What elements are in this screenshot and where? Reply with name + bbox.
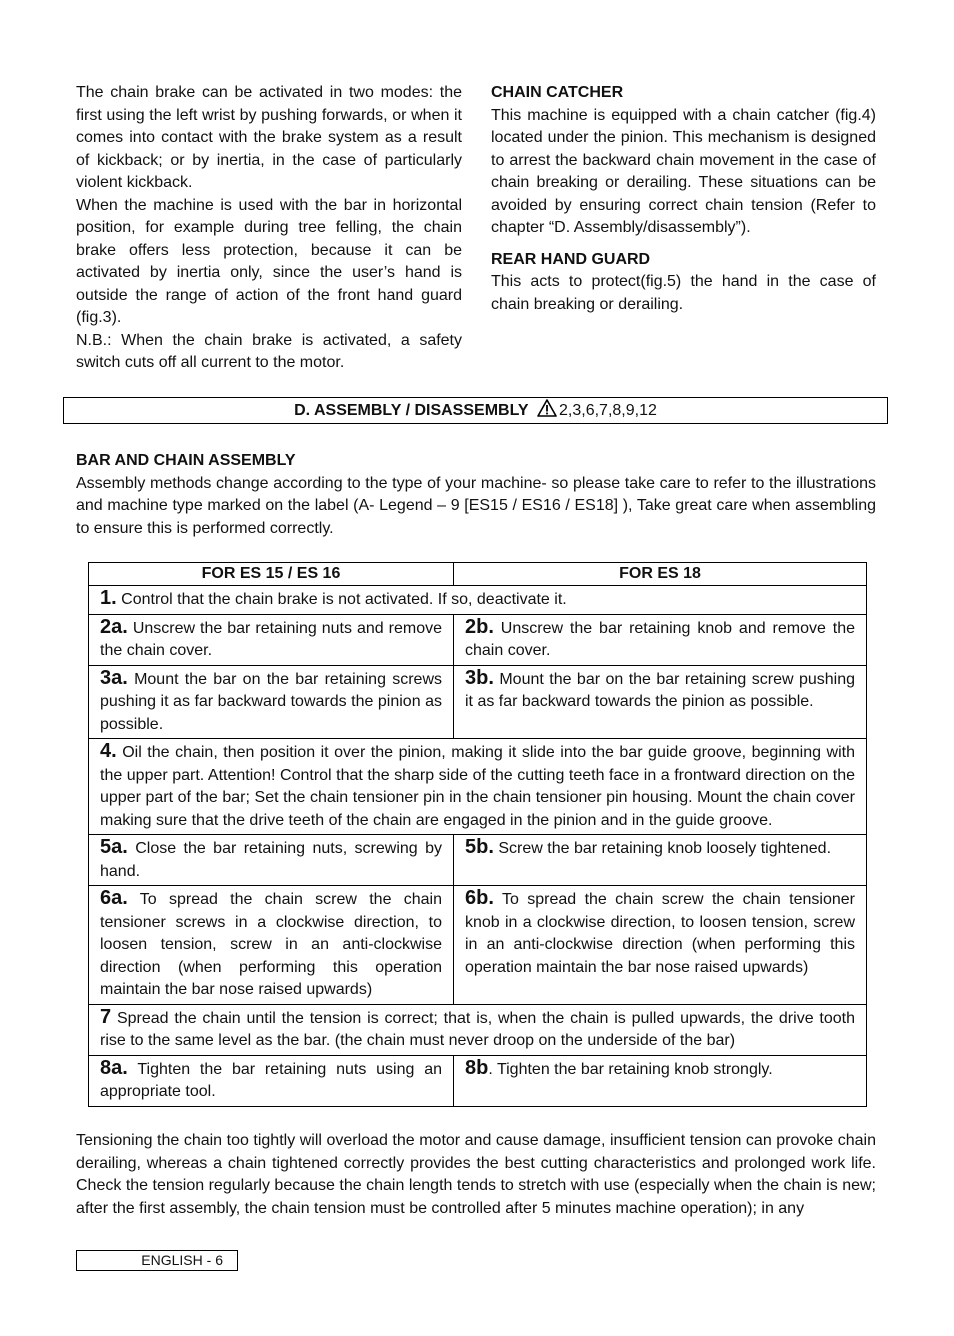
step-8b	[454, 1055, 867, 1106]
rear-hand-guard-text: This acts to protect(fig.5) the hand in the case of chain breaking or derailing.	[491, 273, 876, 313]
step-3b	[454, 665, 867, 739]
page-footer: ENGLISH - 6	[76, 1250, 238, 1271]
step-6b	[454, 886, 867, 1005]
step-number: 4.	[100, 740, 117, 762]
table-header-row	[89, 563, 867, 586]
table-row	[89, 886, 867, 1005]
col-header-es15-es16: FOR ES 15 / ES 16	[89, 563, 454, 586]
step-4	[89, 739, 867, 835]
table-row	[89, 1055, 867, 1106]
step-1	[89, 586, 867, 615]
section-header	[63, 397, 888, 424]
step-text: . Tighten the bar retaining knob strongly.	[488, 1060, 773, 1078]
rear-hand-guard-heading: REAR HAND GUARD	[491, 250, 651, 268]
step-number: 7	[100, 1005, 112, 1028]
step-number: 6b.	[465, 887, 494, 909]
step-number: 6a.	[100, 887, 128, 909]
step-number: 5b.	[465, 836, 494, 858]
step-2a	[89, 614, 454, 665]
table-row	[89, 739, 867, 835]
step-number: 3a.	[100, 666, 128, 689]
bar-chain-intro: Assembly methods change according to the type of your machine- so please take care to refer to the illustrations and machine type marked on the label (A- Legend – 9 [ES15 / ES16 / ES18] ), Take great care when assembling to ensure this is performed correctly.	[76, 474, 876, 537]
chain-catcher-heading: CHAIN CATCHER	[491, 84, 624, 101]
step-5a	[89, 835, 454, 886]
step-text: Unscrew the bar retaining nuts and remove the chain cover.	[100, 619, 443, 659]
chain-tension-paragraph: Tensioning the chain too tightly will overload the motor and cause damage, insufficient tension can provoke chain derailing, whereas a chain tightened correctly provides the best cutting characteristics and prolonged work life. Check the tension regularly because the chain length tends to stretch with use (especially when the chain is new; after the first assembly, the chain tension must be controlled after 5 minutes machine operation); in any	[76, 1132, 876, 1217]
step-text: Oil the chain, then position it over the pinion, making it slide into the bar guide groove, beginning with the upper part. Attention! Control that the sharp side of the cutting teeth face in a frontward direction on the upper part of the bar; Set the chain tensioner pin in the chain tensioner pin housing. Mount the chain cover making sure that the drive teeth of the chain are engaged in the pinion and in the guide groove.	[100, 744, 855, 829]
step-number: 5a.	[100, 836, 128, 858]
bar-chain-section	[76, 450, 876, 540]
step-7	[89, 1004, 867, 1055]
nb-paragraph: N.B.: When the chain brake is activated, a safety switch cuts off all current to the motor.	[76, 331, 462, 371]
step-number: 1.	[100, 587, 117, 609]
step-text: Screw the bar retaining knob loosely tightened.	[498, 840, 832, 857]
step-text: To spread the chain screw the chain tensioner knob in a clockwise direction, to loosen tension, screw in an anti-clockwise direction (when performing this operation maintain the bar nose raised upwards)	[465, 891, 856, 976]
bar-chain-heading: BAR AND CHAIN ASSEMBLY	[76, 452, 296, 469]
section-figures: 2,3,6,7,8,9,12	[559, 402, 657, 419]
step-6a	[89, 886, 454, 1005]
step-3a	[89, 665, 454, 739]
table-row	[89, 586, 867, 615]
col-header-es18: FOR ES 18	[454, 563, 867, 586]
chain-catcher-text: This machine is equipped with a chain catcher (fig.4) located under the pinion. This mechanism is designed to arrest the backward chain movement in the case of chain breaking or derailing. These situations can be avoided by ensuring correct chain tension (Refer to chapter “D. Assembly/disassembly”).	[491, 106, 876, 236]
section-title: D. ASSEMBLY / DISASSEMBLY	[294, 402, 529, 419]
chain-brake-paragraph: The chain brake can be activated in two modes: the first using the left wrist by pushing forwards, or when it comes into contact with the brake system as a result of kickback; or by inertia, in the case of particularly violent kickback.	[76, 84, 462, 191]
horizontal-bar-paragraph: When the machine is used with the bar in horizontal position, for example during tree felling, the chain brake offers less protection, because it can be activated by inertia only, since the user’s hand is outside the range of action of the front hand guard (fig.3).	[76, 196, 462, 326]
step-2b	[454, 614, 867, 665]
step-number: 2a.	[100, 615, 128, 638]
step-text: Mount the bar on the bar retaining screws pushing it as far backward towards the pinion as possible.	[100, 670, 442, 733]
step-text: Unscrew the bar retaining knob and remove the chain cover.	[465, 619, 855, 659]
table-row	[89, 835, 867, 886]
step-number: 8b	[465, 1056, 489, 1079]
step-8a	[89, 1055, 454, 1106]
step-text: Mount the bar on the bar retaining screw pushing it as far backward towards the pinion as possible.	[465, 670, 855, 710]
right-column	[491, 82, 876, 316]
step-number: 3b.	[465, 666, 494, 689]
step-text: Tighten the bar retaining nuts using an appropriate tool.	[100, 1060, 443, 1100]
left-column	[76, 82, 462, 375]
table-row	[89, 614, 867, 665]
step-text: Close the bar retaining nuts, screwing by hand.	[100, 840, 442, 880]
step-text: Control that the chain brake is not activated. If so, deactivate it.	[121, 591, 567, 608]
warning-triangle-icon	[537, 399, 557, 426]
step-number: 8a.	[100, 1056, 128, 1079]
step-5b	[454, 835, 867, 886]
step-text: To spread the chain screw the chain tensioner screws in a clockwise direction, to loosen tension, screw in an anti-clockwise direction (when performing this operation maintain the bar nose raised upwards)	[100, 891, 442, 998]
step-number: 2b.	[465, 615, 494, 638]
step-text: Spread the chain until the tension is correct; that is, when the chain is pulled upwards, the drive tooth rise to the same level as the bar. (the chain must never droop on the underside of the bar)	[100, 1009, 855, 1049]
table-row	[89, 665, 867, 739]
assembly-steps-table	[88, 562, 867, 1107]
table-row	[89, 1004, 867, 1055]
